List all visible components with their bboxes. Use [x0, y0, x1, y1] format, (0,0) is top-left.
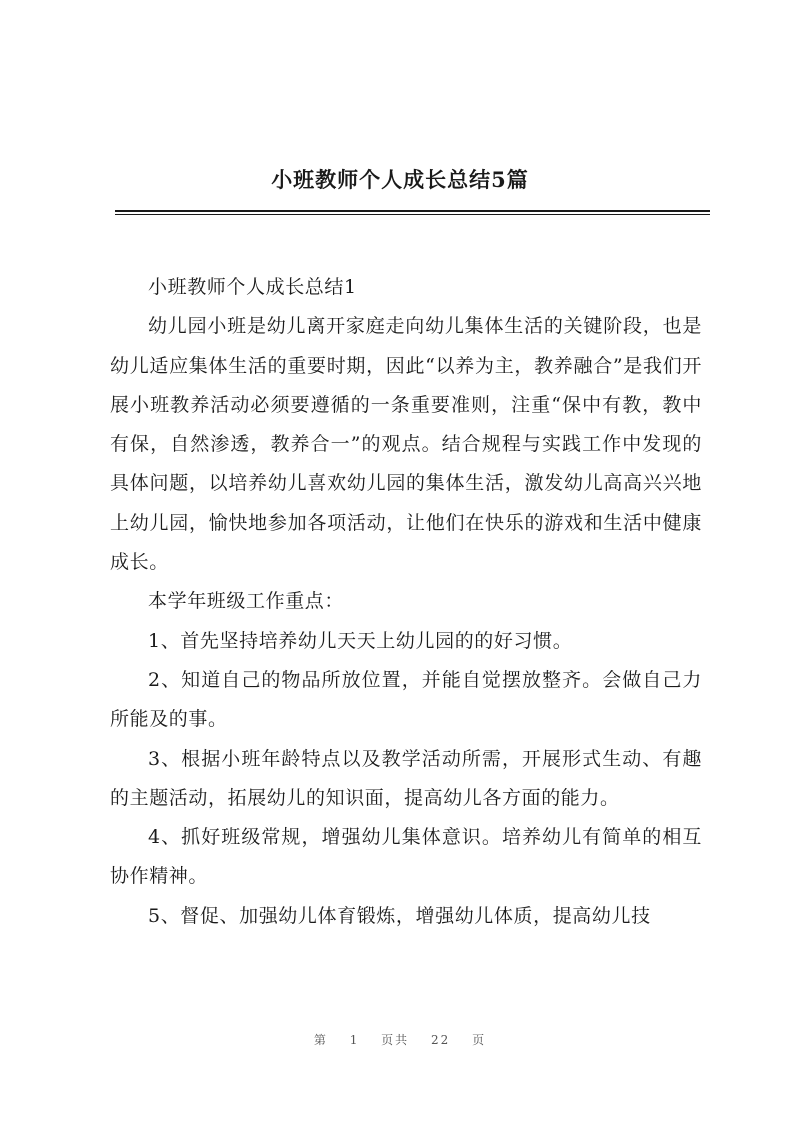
- page-footer: [0, 1031, 800, 1048]
- list-item: 1、首先坚持培养幼儿天天上幼儿园的的好习惯。: [148, 629, 573, 652]
- list-item: 4、抓好班级常规，增强幼儿集体意识。培养幼儿有简单的相互协作精神。: [110, 826, 702, 888]
- list-item: 3、根据小班年龄特点以及教学活动所需，开展形式生动、有趣的主题活动，拓展幼儿的知识面，提高幼儿各方面的能力。: [110, 747, 702, 809]
- paragraph: 幼儿园小班是幼儿离开家庭走向幼儿集体生活的关键阶段，也是幼儿适应集体生活的重要时期，因此“以养为主，教养融合”是我们开展小班教养活动必须要遵循的一条重要准则，注重“保中有教，教中有保，自然渗透，教养合一”的观点。结合规程与实践工作中发现的具体问题，以培养幼儿喜欢幼儿园的集体生活，激发幼儿高高兴兴地上幼儿园，愉快地参加各项活动，让他们在快乐的游戏和生活中健康成长。: [110, 315, 702, 574]
- paragraph: 本学年班级工作重点：: [148, 590, 345, 613]
- footer-middle: 页共: [381, 1033, 410, 1047]
- document-body: [110, 268, 702, 936]
- footer-suffix: 页: [472, 1033, 487, 1047]
- footer-total-pages: 22: [431, 1033, 451, 1047]
- title-divider: [115, 210, 710, 212]
- footer-page-number: 1: [349, 1033, 360, 1047]
- section-heading: 小班教师个人成长总结1: [148, 276, 357, 298]
- list-item: 2、知道自己的物品所放位置，并能自觉摆放整齐。会做自己力所能及的事。: [110, 668, 702, 731]
- footer-prefix: 第: [313, 1033, 328, 1047]
- document-title: 小班教师个人成长总结5篇: [271, 167, 529, 192]
- list-item: 5、督促、加强幼儿体育锻炼，增强幼儿体质，提高幼儿技: [148, 904, 651, 927]
- title-divider-thin: [115, 214, 710, 215]
